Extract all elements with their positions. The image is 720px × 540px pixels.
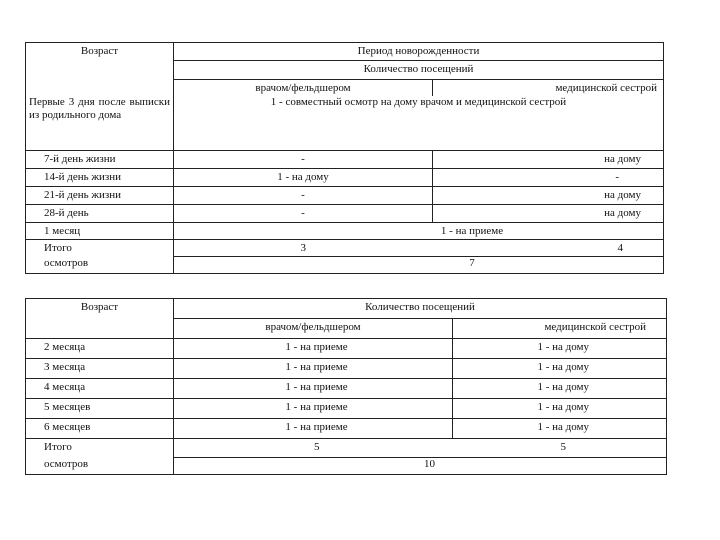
- total-label: Итого: [26, 240, 174, 257]
- doctor-cell: 1 - на приеме: [174, 399, 453, 419]
- nurse-cell: 1 - на дому: [453, 359, 667, 379]
- age-header-spacer: [26, 80, 174, 96]
- nurse-cell: на дому: [433, 187, 664, 205]
- infant-visits-table: [25, 298, 667, 475]
- doctor-column-header: врачом/фельдшером: [174, 80, 433, 96]
- first-days-label: Первые 3 дня после выписки из родильного дома: [26, 96, 174, 151]
- total-all: 7: [174, 257, 664, 274]
- row-label: 21-й день жизни: [26, 187, 174, 205]
- doctor-cell: 1 - на приеме: [174, 379, 453, 399]
- row-label: 5 месяцев: [26, 399, 174, 419]
- total-nurse: 4: [433, 240, 664, 257]
- doctor-column-header: врачом/фельдшером: [174, 319, 453, 339]
- age-header: Возраст: [26, 43, 174, 61]
- total-label-2: осмотров: [26, 458, 174, 475]
- total-label: Итого: [26, 439, 174, 458]
- row-label: 7-й день жизни: [26, 151, 174, 169]
- nurse-cell: 1 - на дому: [453, 339, 667, 359]
- joint-exam-value: 1 - совместный осмотр на дому врачом и медицинской сестрой: [174, 96, 664, 151]
- age-header-spacer: [26, 319, 174, 339]
- visits-count-header: Количество посещений: [174, 61, 664, 80]
- period-header: Период новорожденности: [174, 43, 664, 61]
- row-label: 6 месяцев: [26, 419, 174, 439]
- nurse-cell: -: [433, 169, 664, 187]
- row-label: 28-й день: [26, 205, 174, 223]
- nurse-cell: 1 - на дому: [453, 379, 667, 399]
- total-doctor: 5: [174, 439, 453, 458]
- doctor-cell: 1 - на приеме: [174, 339, 453, 359]
- nurse-column-header: медицинской сестрой: [453, 319, 667, 339]
- nurse-cell: 1 - на дому: [453, 399, 667, 419]
- nurse-column-header: медицинской сестрой: [433, 80, 664, 96]
- row-label: 4 месяца: [26, 379, 174, 399]
- month-label: 1 месяц: [26, 223, 174, 240]
- visits-count-header: Количество посещений: [174, 299, 667, 319]
- nurse-cell: на дому: [433, 151, 664, 169]
- total-nurse: 5: [453, 439, 667, 458]
- doctor-cell: -: [174, 151, 433, 169]
- month-value: 1 - на приеме: [174, 223, 664, 240]
- doctor-cell: 1 - на приеме: [174, 419, 453, 439]
- nurse-cell: 1 - на дому: [453, 419, 667, 439]
- doctor-cell: -: [174, 205, 433, 223]
- total-label-2: осмотров: [26, 257, 174, 274]
- doctor-cell: -: [174, 187, 433, 205]
- doctor-cell: 1 - на дому: [174, 169, 433, 187]
- total-all: 10: [174, 458, 667, 475]
- row-label: 3 месяца: [26, 359, 174, 379]
- age-header-spacer: [26, 61, 174, 80]
- newborn-visits-table: [25, 42, 664, 274]
- doctor-cell: 1 - на приеме: [174, 359, 453, 379]
- row-label: 2 месяца: [26, 339, 174, 359]
- row-label: 14-й день жизни: [26, 169, 174, 187]
- total-doctor: 3: [174, 240, 433, 257]
- age-header: Возраст: [26, 299, 174, 319]
- nurse-cell: на дому: [433, 205, 664, 223]
